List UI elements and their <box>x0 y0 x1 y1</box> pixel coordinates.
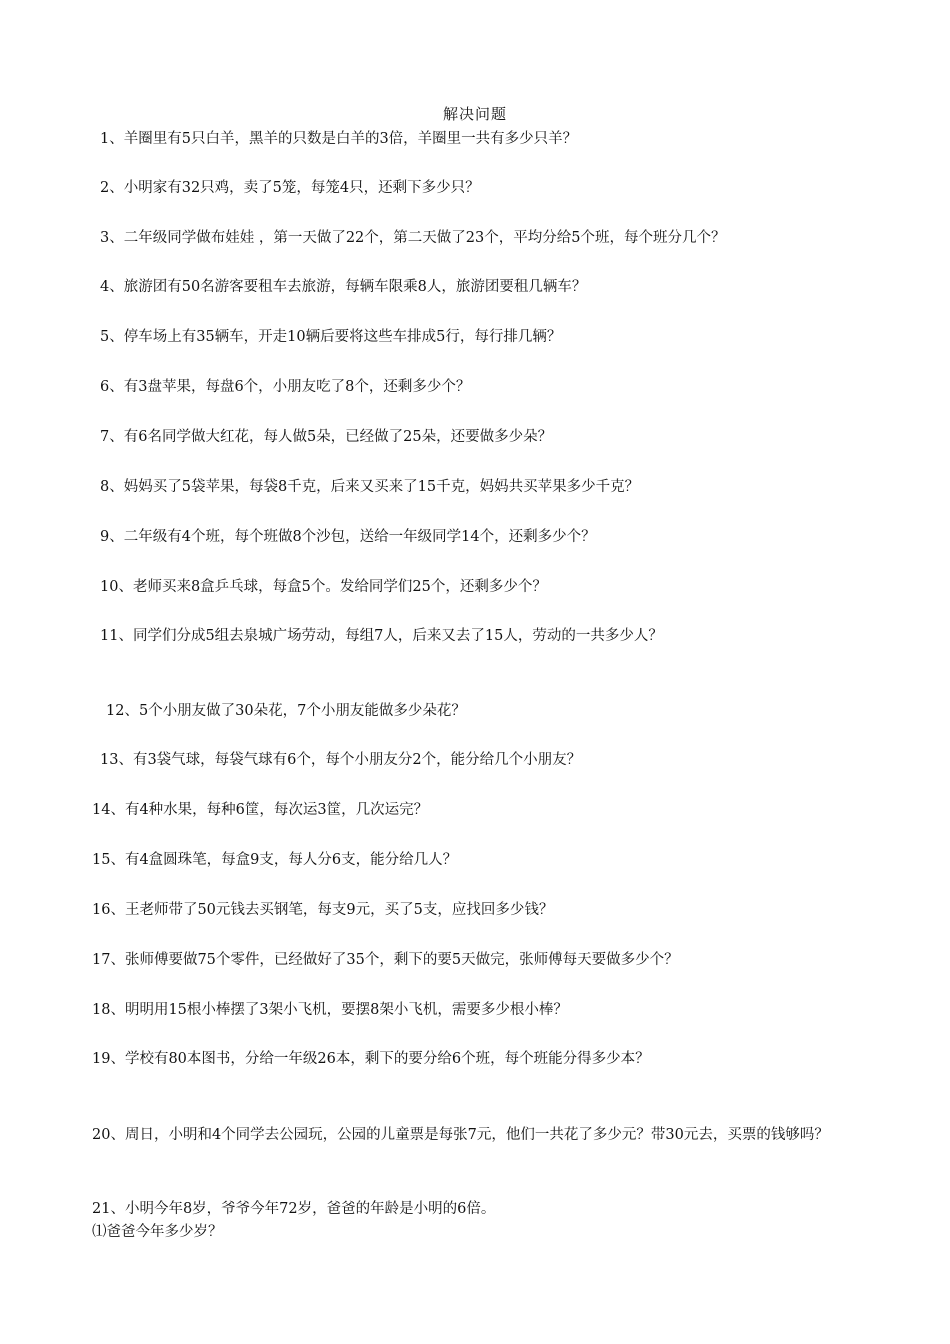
question-21-part-1: ⑴爸爸今年多少岁？ <box>92 1224 223 1240</box>
question-7: 7、有6名同学做大红花，每人做5朵，已经做了25朵，还要做多少朵？ <box>100 429 553 445</box>
question-16: 16、王老师带了50元钱去买钢笔，每支9元，买了5支，应找回多少钱？ <box>92 902 554 918</box>
question-14: 14、有4种水果，每种6筐，每次运3筐，几次运完？ <box>92 802 429 818</box>
question-18: 18、明明用15根小棒摆了3架小飞机，要摆8架小飞机，需要多少根小棒？ <box>92 1002 568 1018</box>
question-8: 8、妈妈买了5袋苹果，每袋8千克，后来又买来了15千克，妈妈共买苹果多少千克？ <box>100 479 640 495</box>
question-19: 19、学校有80本图书，分给一年级26本，剩下的要分给6个班，每个班能分得多少本？ <box>92 1051 650 1067</box>
question-11: 11、同学们分成5组去泉城广场劳动，每组7人，后来又去了15人，劳动的一共多少人？ <box>100 628 663 644</box>
question-6: 6、有3盘苹果，每盘6个，小朋友吃了8个，还剩多少个？ <box>100 379 471 395</box>
question-20: 20、周日，小明和4个同学去公园玩，公园的儿童票是每张7元，他们一共花了多少元？带30元去，买票的钱够吗？ <box>92 1127 829 1143</box>
question-2: 2、小明家有32只鸡，卖了5笼，每笼4只，还剩下多少只？ <box>100 180 480 196</box>
question-1: 1、羊圈里有5只白羊，黑羊的只数是白羊的3倍，羊圈里一共有多少只羊？ <box>100 131 578 147</box>
question-17: 17、张师傅要做75个零件，已经做好了35个，剩下的要5天做完，张师傅每天要做多少个？ <box>92 952 679 968</box>
question-3: 3、二年级同学做布娃娃 ，第一天做了22个，第二天做了23个，平均分给5个班，每个班分几个？ <box>100 230 726 246</box>
page-title: 解决问题 <box>442 105 507 123</box>
question-15: 15、有4盒圆珠笔，每盒9支，每人分6支，能分给几人？ <box>92 852 458 868</box>
question-4: 4、旅游团有50名游客要租车去旅游，每辆车限乘8人，旅游团要租几辆车？ <box>100 279 587 295</box>
question-9: 9、二年级有4个班，每个班做8个沙包，送给一年级同学14个，还剩多少个？ <box>100 529 596 545</box>
question-5: 5、停车场上有35辆车，开走10辆后要将这些车排成5行，每行排几辆？ <box>100 329 562 345</box>
question-13: 13、有3袋气球，每袋气球有6个，每个小朋友分2个，能分给几个小朋友？ <box>100 752 582 768</box>
question-10: 10、老师买来8盒乒乓球，每盒5个。发给同学们25个，还剩多少个？ <box>100 579 547 595</box>
question-12: 12、5个小朋友做了30朵花，7个小朋友能做多少朵花？ <box>106 703 466 719</box>
question-21: 21、小明今年8岁，爷爷今年72岁，爸爸的年龄是小明的6倍。 <box>92 1201 496 1217</box>
